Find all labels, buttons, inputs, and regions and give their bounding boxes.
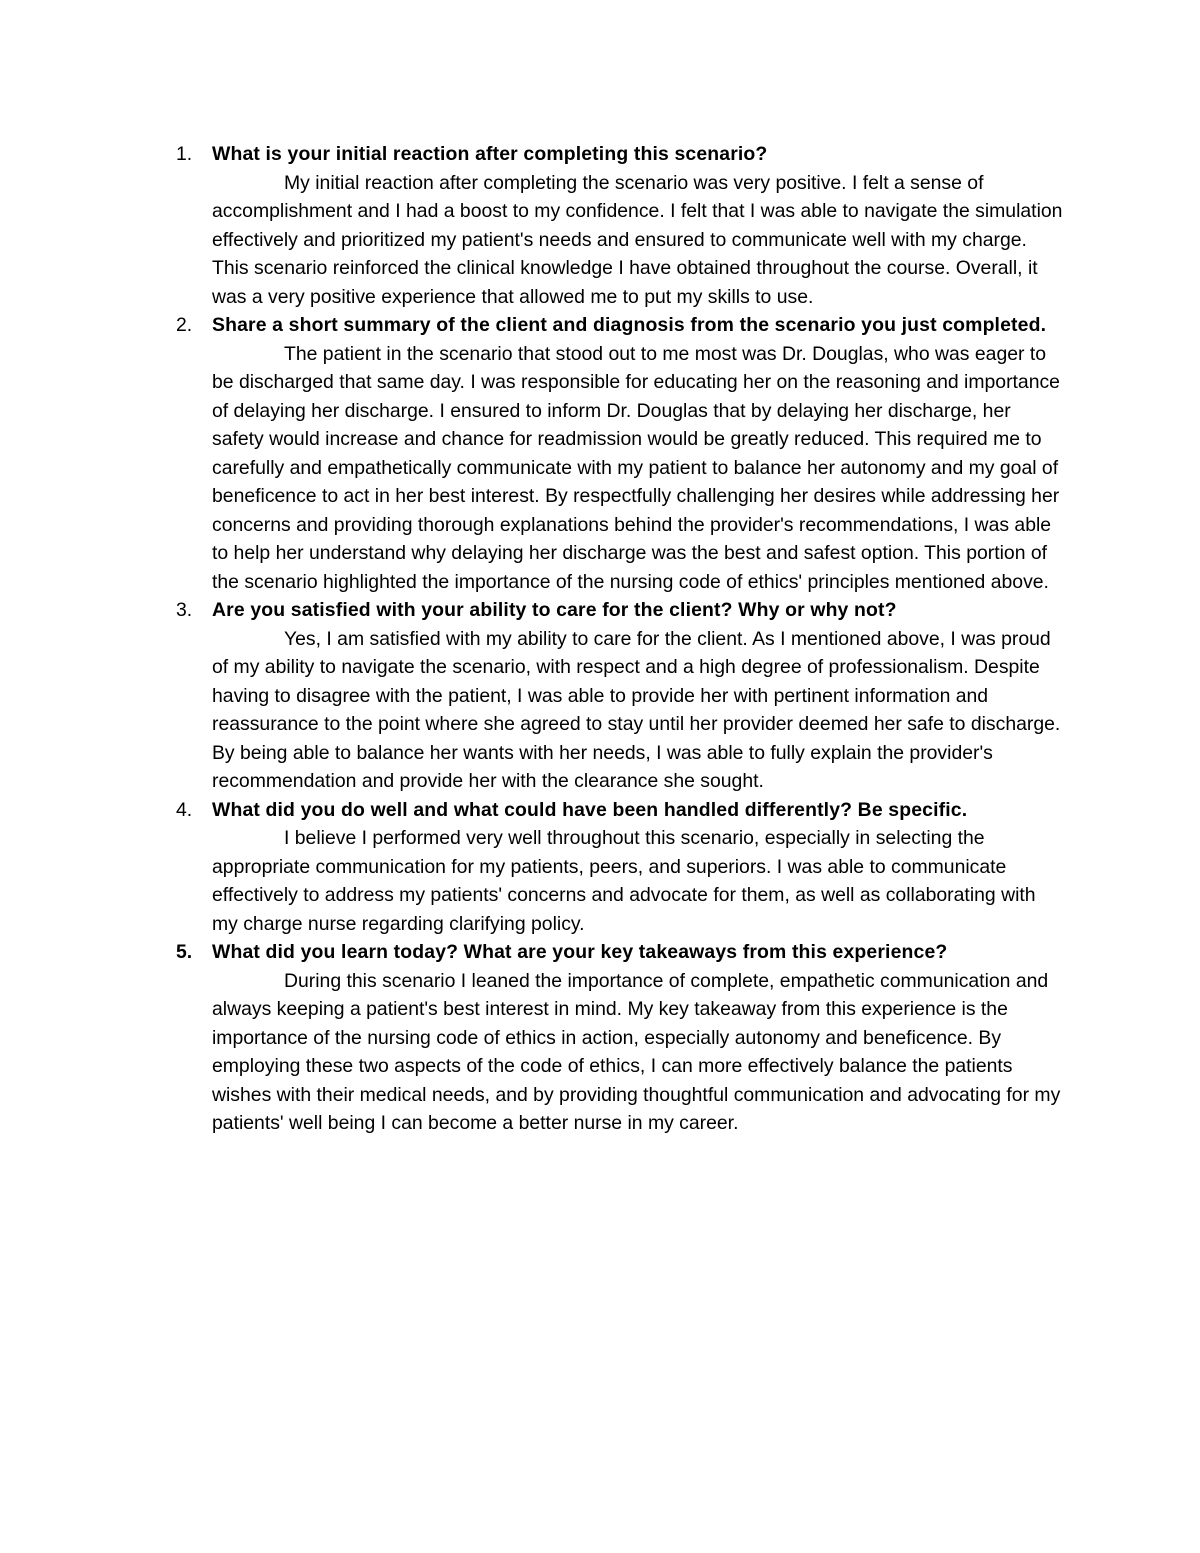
question-heading: What did you learn today? What are your key takeaways from this experience?: [212, 941, 948, 963]
list-item-5: [166, 938, 1066, 1138]
question-heading: What is your initial reaction after completing this scenario?: [212, 143, 768, 165]
item-number: 2.: [176, 314, 193, 336]
item-number: 1.: [176, 143, 193, 165]
list-item-1: [166, 140, 1066, 311]
answer-paragraph: I believe I performed very well throughout this scenario, especially in selecting the appropriate communication for my patients, peers, and superiors. I was able to communicate effectively to address my patients' concerns and advocate for them, as well as collaborating with my charge nurse regarding clarifying policy.: [212, 827, 1036, 935]
question-heading: Are you satisfied with your ability to care for the client? Why or why not?: [212, 599, 897, 621]
question-heading: Share a short summary of the client and diagnosis from the scenario you just completed.: [212, 314, 1047, 336]
list-item-3: [166, 596, 1066, 796]
answer-paragraph: Yes, I am satisfied with my ability to care for the client. As I mentioned above, I was proud of my ability to navigate the scenario, with respect and a high degree of professionalism. Despite having to disagree with the patient, I was able to provide her with pertinent information and reassurance to the point where she agreed to stay until her provider deemed her safe to discharge. By being able to balance her wants with her needs, I was able to fully explain the provider's recommendation and provide her with the clearance she sought.: [212, 627, 1061, 792]
answer-paragraph: My initial reaction after completing the scenario was very positive. I felt a sense of accomplishment and I had a boost to my confidence. I felt that I was able to navigate the simulation effectively and prioritized my patient's needs and ensured to communicate well with my charge. This scenario reinforced the clinical knowledge I have obtained throughout the course. Overall, it was a very positive experience that allowed me to put my skills to use.: [212, 171, 1063, 308]
item-number: 4.: [176, 798, 193, 821]
question-heading: What did you do well and what could have been handled differently? Be specific.: [212, 798, 968, 821]
item-number: 3.: [176, 599, 193, 621]
answer-paragraph: The patient in the scenario that stood out to me most was Dr. Douglas, who was eager to be discharged that same day. I was responsible for educating her on the reasoning and importance of delaying her discharge. I ensured to inform Dr. Douglas that by delaying her discharge, her safety would increase and chance for readmission would be greatly reduced. This required me to carefully and empathetically communicate with my patient to balance her autonomy and my goal of beneficence to act in her best interest. By respectfully challenging her desires while addressing her concerns and providing thorough explanations behind the provider's recommendations, I was able to help her understand why delaying her discharge was the best and safest option. This portion of the scenario highlighted the importance of the nursing code of ethics' principles mentioned above.: [212, 342, 1060, 593]
item-number: 5.: [176, 941, 193, 963]
list-item-4: [166, 796, 1066, 939]
reflection-questions-list: [166, 140, 1066, 1138]
list-item-2: [166, 311, 1066, 596]
answer-paragraph: During this scenario I leaned the importance of complete, empathetic communication and always keeping a patient's best interest in mind. My key takeaway from this experience is the importance of the nursing code of ethics in action, especially autonomy and beneficence. By employing these two aspects of the code of ethics, I can more effectively balance the patients wishes with their medical needs, and by providing thoughtful communication and advocating for my patients' well being I can become a better nurse in my career.: [212, 969, 1061, 1134]
